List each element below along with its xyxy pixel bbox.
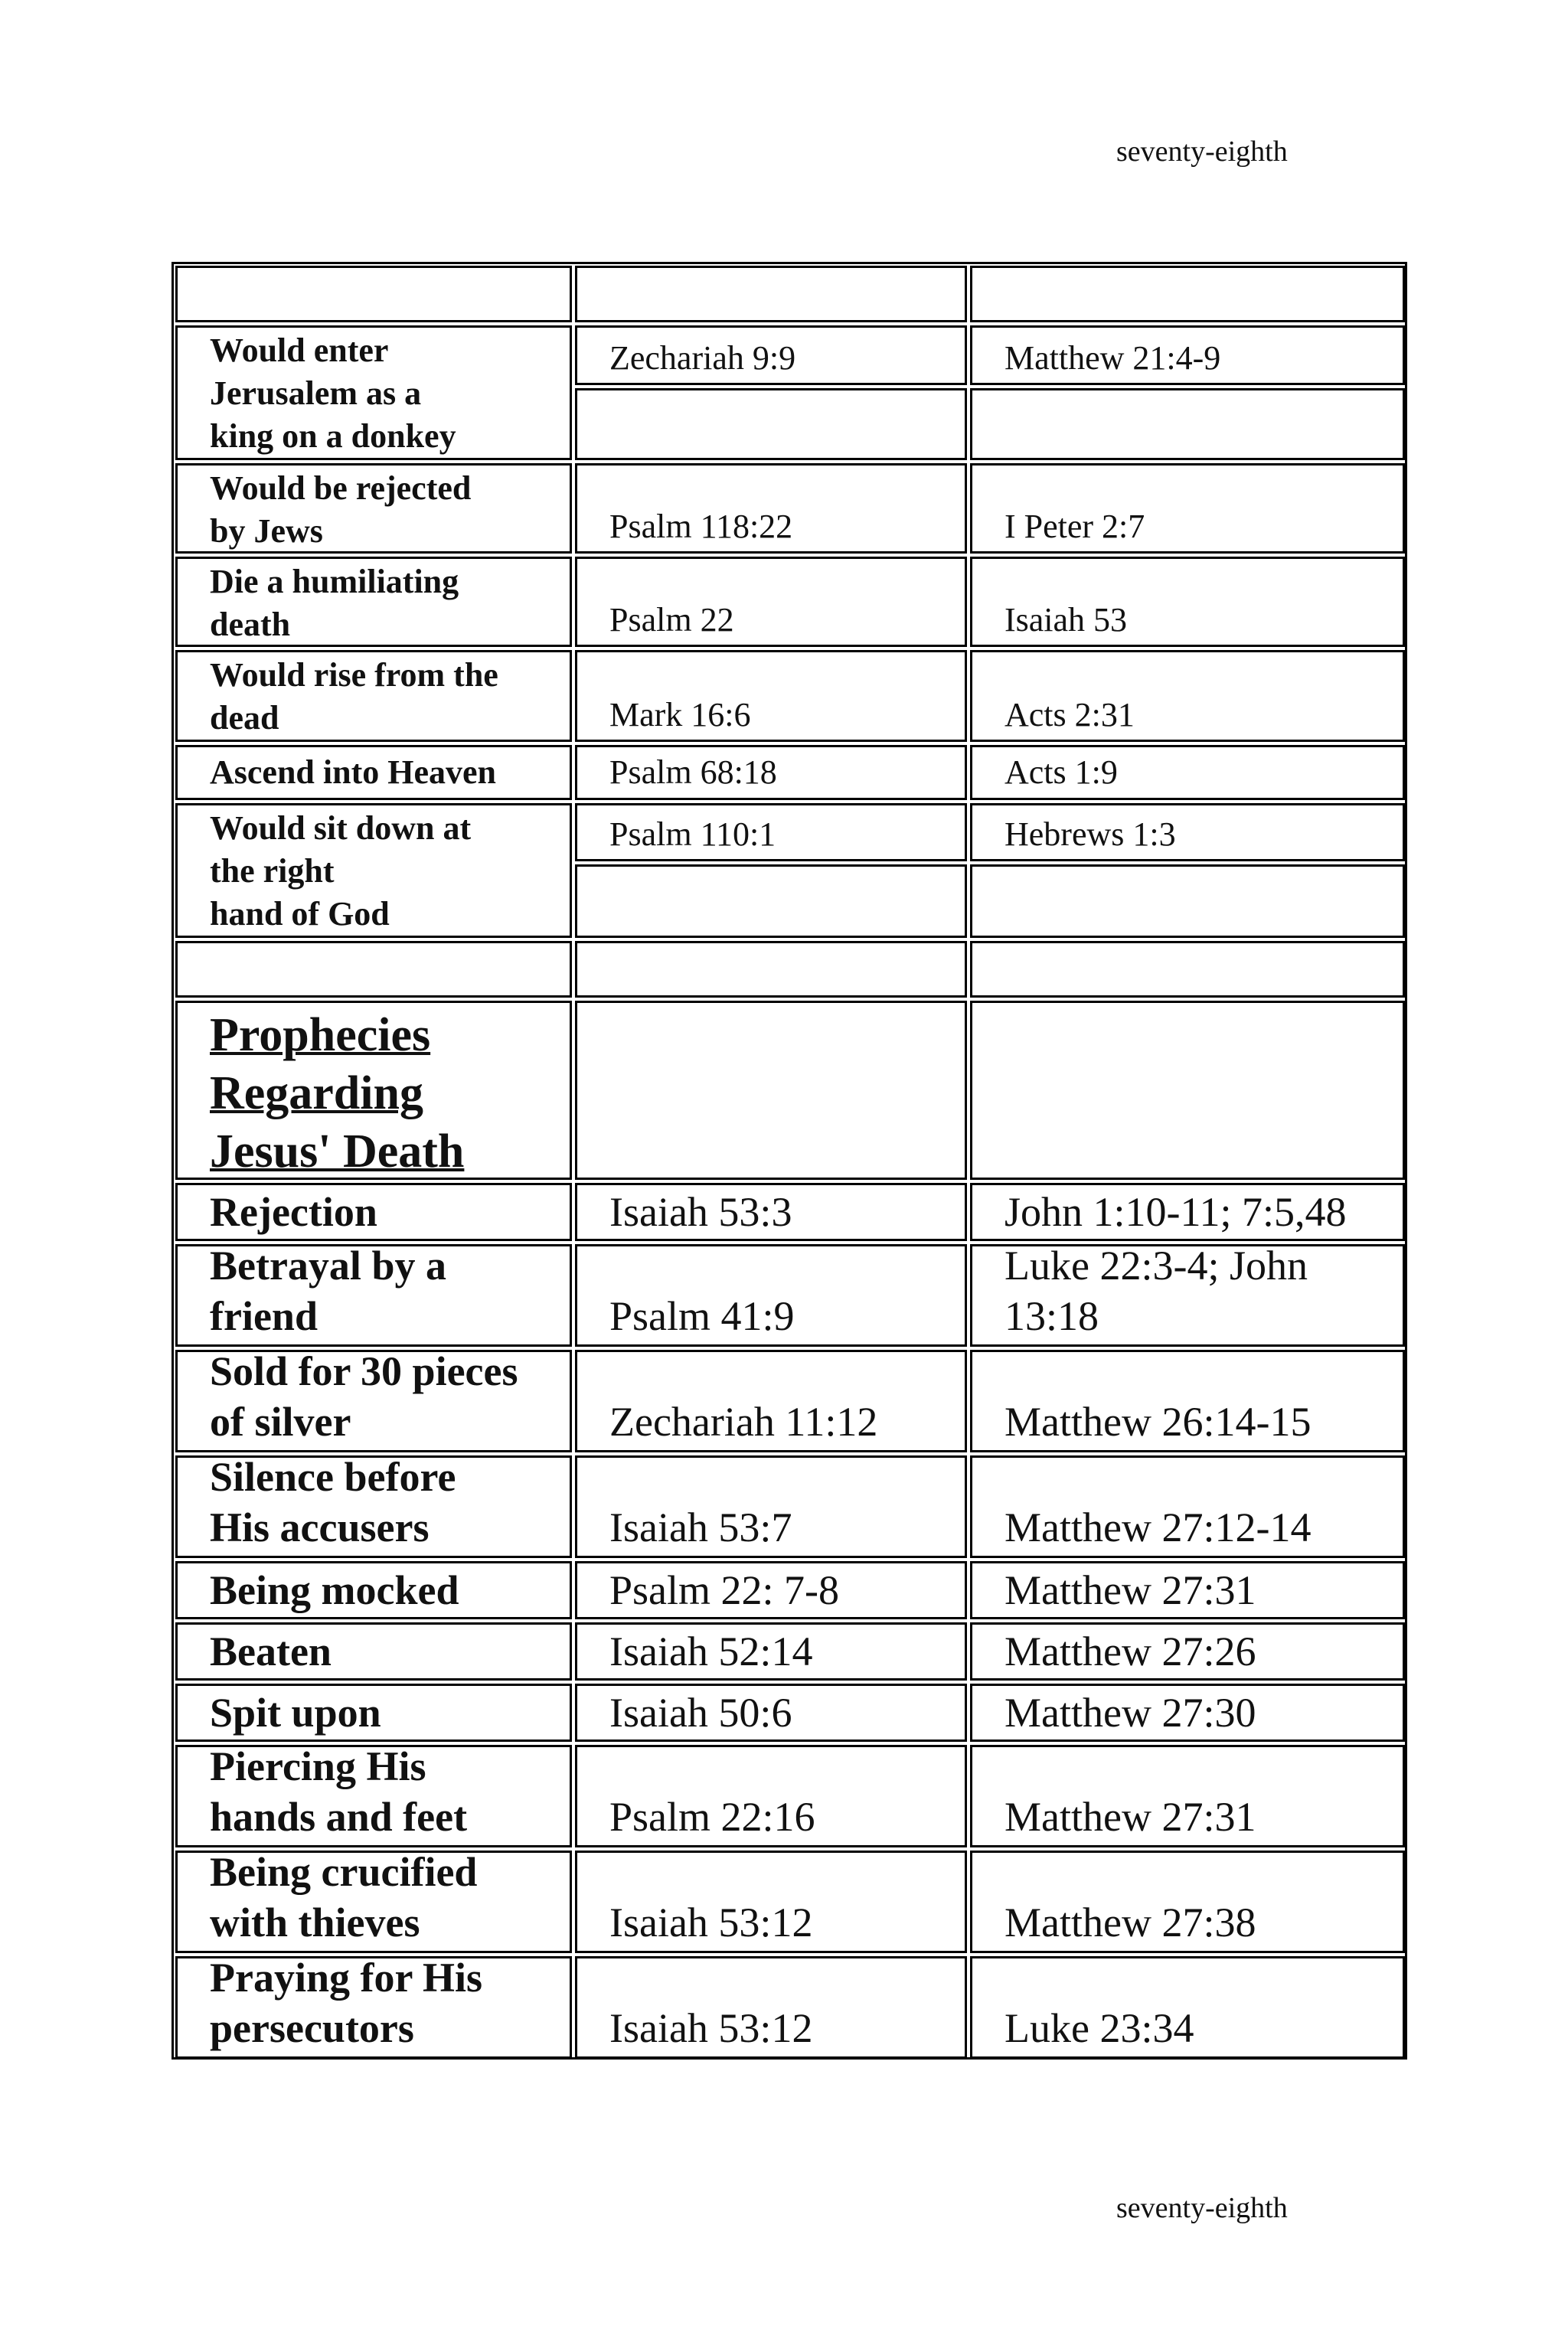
table-row-label: Sold for 30 pieces of silver (175, 1350, 572, 1452)
table-row-prophecy: Psalm 110:1 (575, 803, 967, 861)
table-row-fulfillment: Matthew 27:31 (970, 1745, 1405, 1847)
table-row-prophecy: Psalm 68:18 (575, 745, 967, 800)
table-row-label: Silence before His accusers (175, 1455, 572, 1558)
empty-cell (575, 266, 967, 322)
table-row-fulfillment: John 1:10-11; 7:5,48 (970, 1183, 1405, 1241)
table-row-label: Ascend into Heaven (175, 745, 572, 800)
page-label-bottom: seventy-eighth (1116, 2192, 1288, 2224)
empty-cell (970, 941, 1405, 998)
table-row-label: Piercing His hands and feet (175, 1745, 572, 1847)
table-row-label: Would sit down at the right hand of God (175, 803, 572, 938)
empty-cell (575, 864, 967, 938)
table-row-label: Would enter Jerusalem as a king on a donkey (175, 325, 572, 460)
table-row-label: Spit upon (175, 1684, 572, 1742)
empty-cell (175, 941, 572, 998)
table-row-prophecy: Psalm 118:22 (575, 463, 967, 554)
table-row-prophecy: Isaiah 53:7 (575, 1455, 967, 1558)
table-row-prophecy: Isaiah 53:3 (575, 1183, 967, 1241)
table-row-prophecy: Isaiah 53:12 (575, 1956, 967, 2059)
table-row-prophecy: Isaiah 52:14 (575, 1622, 967, 1681)
table-row-prophecy: Psalm 22: 7-8 (575, 1561, 967, 1619)
table-row-fulfillment: I Peter 2:7 (970, 463, 1405, 554)
table-row-label: Being crucified with thieves (175, 1851, 572, 1953)
table-row-fulfillment: Matthew 27:38 (970, 1851, 1405, 1953)
section-heading: Prophecies Regarding Jesus' Death (175, 1001, 572, 1180)
prophecy-table (172, 262, 1407, 2060)
table-row-label: Die a humiliating death (175, 557, 572, 647)
table-row-prophecy: Psalm 22 (575, 557, 967, 647)
empty-cell (175, 266, 572, 322)
empty-cell (970, 388, 1405, 460)
table-row-fulfillment: Luke 22:3-4; John 13:18 (970, 1244, 1405, 1347)
table-row-fulfillment: Matthew 26:14-15 (970, 1350, 1405, 1452)
table-row-label: Would be rejected by Jews (175, 463, 572, 554)
table-row-prophecy: Psalm 22:16 (575, 1745, 967, 1847)
empty-cell (970, 266, 1405, 322)
empty-cell (575, 941, 967, 998)
table-row-label: Being mocked (175, 1561, 572, 1619)
table-row-fulfillment: Luke 23:34 (970, 1956, 1405, 2059)
table-row-fulfillment: Matthew 27:12-14 (970, 1455, 1405, 1558)
table-row-prophecy: Zechariah 11:12 (575, 1350, 967, 1452)
table-row-fulfillment: Matthew 27:31 (970, 1561, 1405, 1619)
table-row-label: Would rise from the dead (175, 650, 572, 742)
table-row-fulfillment: Matthew 27:30 (970, 1684, 1405, 1742)
table-row-fulfillment: Hebrews 1:3 (970, 803, 1405, 861)
table-row-label: Praying for His persecutors (175, 1956, 572, 2059)
empty-cell (575, 1001, 967, 1180)
table-row-prophecy: Psalm 41:9 (575, 1244, 967, 1347)
table-row-fulfillment: Matthew 21:4-9 (970, 325, 1405, 385)
empty-cell (970, 864, 1405, 938)
table-row-fulfillment: Acts 2:31 (970, 650, 1405, 742)
table-row-label: Beaten (175, 1622, 572, 1681)
table-row-prophecy: Isaiah 50:6 (575, 1684, 967, 1742)
empty-cell (575, 388, 967, 460)
table-row-fulfillment: Isaiah 53 (970, 557, 1405, 647)
page-label-top: seventy-eighth (1116, 136, 1288, 168)
table-row-label: Rejection (175, 1183, 572, 1241)
table-row-prophecy: Zechariah 9:9 (575, 325, 967, 385)
table-row-prophecy: Isaiah 53:12 (575, 1851, 967, 1953)
table-row-label: Betrayal by a friend (175, 1244, 572, 1347)
table-row-prophecy: Mark 16:6 (575, 650, 967, 742)
table-row-fulfillment: Acts 1:9 (970, 745, 1405, 800)
empty-cell (970, 1001, 1405, 1180)
table-row-fulfillment: Matthew 27:26 (970, 1622, 1405, 1681)
